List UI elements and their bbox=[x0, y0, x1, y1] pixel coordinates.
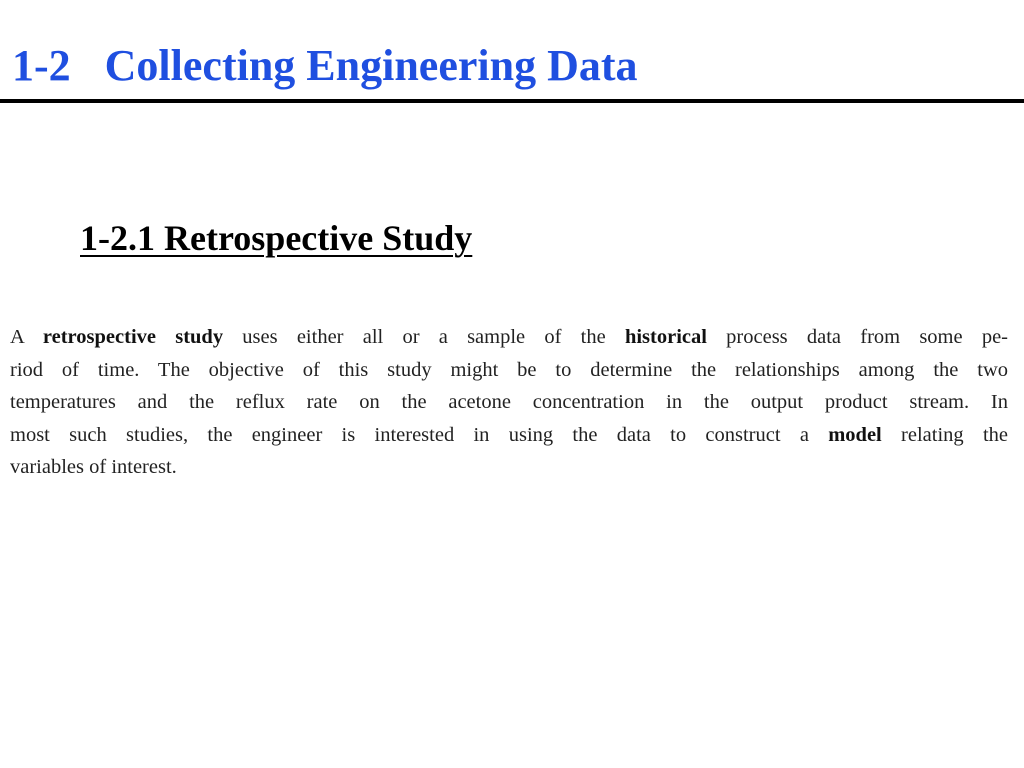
slide-title-number: 1-2 bbox=[12, 41, 71, 90]
line1-text-c: uses either all or a sample of the bbox=[223, 326, 625, 348]
section-heading: 1-2.1 Retrospective Study bbox=[80, 218, 473, 258]
slide-title-text: Collecting Engineering Data bbox=[104, 41, 638, 90]
paragraph-line-4 bbox=[10, 419, 1008, 452]
line1-text-e: process data from some pe- bbox=[706, 326, 1009, 348]
title-divider bbox=[0, 99, 1024, 103]
term-historical: historical bbox=[624, 326, 707, 348]
line1-text-a: A bbox=[10, 326, 43, 348]
term-model: model bbox=[828, 423, 882, 446]
paragraph-line-2: riod of time. The objective of this study might be to determine the relationships among the two bbox=[10, 358, 1008, 381]
paragraph-line-3: temperatures and the reflux rate on the acetone concentration in the output product stream. In bbox=[10, 391, 1008, 413]
paragraph-line-1 bbox=[10, 321, 1008, 354]
term-retrospective-study: retrospective study bbox=[42, 326, 224, 348]
line4-text-c: relating the bbox=[881, 423, 1008, 446]
paragraph-line-5: variables of interest. bbox=[10, 456, 177, 478]
line4-text-a: most such studies, the engineer is interested in using the data to construct a bbox=[10, 423, 829, 446]
body-paragraph bbox=[10, 321, 1008, 484]
slide-title bbox=[12, 40, 638, 92]
